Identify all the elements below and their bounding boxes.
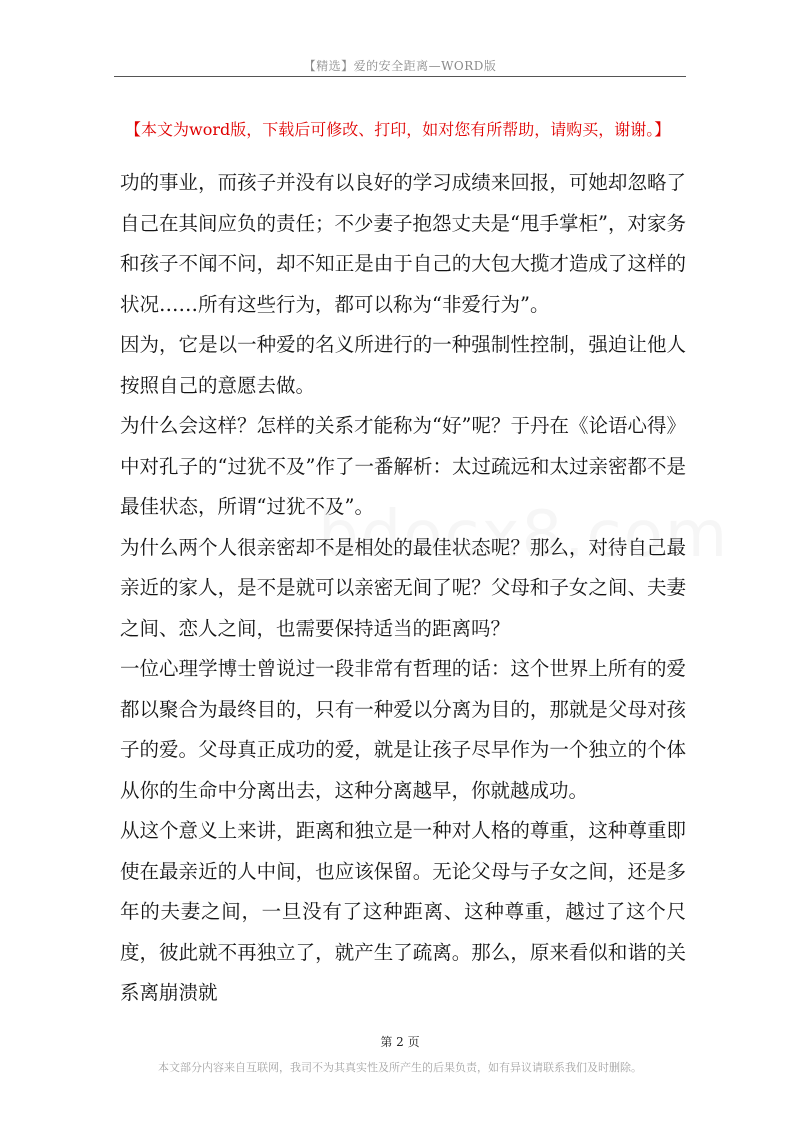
paragraph: 功的事业，而孩子并没有以良好的学习成绩来回报，可她却忽略了自己在其间应负的责任；不少妻子抱怨丈夫是“甩手掌柜”，对家务和孩子不闻不问，却不知正是由于自己的大包大揽才造成了这样的状况……所有这些行为，都可以称为“非爱行为”。: [120, 171, 686, 316]
paragraph: 因为，它是以一种爱的名义所进行的一种强制性控制，强迫让他人按照自己的意愿去做。: [120, 333, 686, 397]
paragraph: 从这个意义上来讲，距离和独立是一种对人格的尊重，这种尊重即使在最亲近的人中间，也应该保留。无论父母与子女之间，还是多年的夫妻之间，一旦没有了这种距离、这种尊重，越过了这个尺度，彼此就不再独立了，就产生了疏离。那么，原来看似和谐的关系离崩溃就: [120, 819, 686, 1004]
page-number: 第 2 页: [380, 1035, 420, 1049]
download-notice: 【本文为word版，下载后可修改、打印，如对您有所帮助，请购买，谢谢。】: [125, 120, 671, 139]
header-divider: [114, 76, 686, 77]
header-title: 【精选】爱的安全距离—WORD版: [303, 59, 497, 73]
document-body: [120, 163, 686, 1014]
paragraph: 为什么会这样？怎样的关系才能称为“好”呢？于丹在《论语心得》中对孔子的“过犹不及”作了一番解析：太过疏远和太过亲密都不是最佳状态，所谓“过犹不及”。: [120, 414, 686, 518]
paragraph: 为什么两个人很亲密却不是相处的最佳状态呢？那么，对待自己最亲近的家人，是不是就可以亲密无间了呢？父母和子女之间、夫妻之间、恋人之间，也需要保持适当的距离吗？: [120, 535, 686, 640]
footer-disclaimer: 本文部分内容来自互联网，我司不为其真实性及所产生的后果负责，如有异议请联系我们及时删除。: [158, 1061, 642, 1074]
paragraph: 一位心理学博士曾说过一段非常有哲理的话：这个世界上所有的爱都以聚合为最终目的，只有一种爱以分离为目的，那就是父母对孩子的爱。父母真正成功的爱，就是让孩子尽早作为一个独立的个体从你的生命中分离出去，这种分离越早，你就越成功。: [120, 657, 686, 802]
